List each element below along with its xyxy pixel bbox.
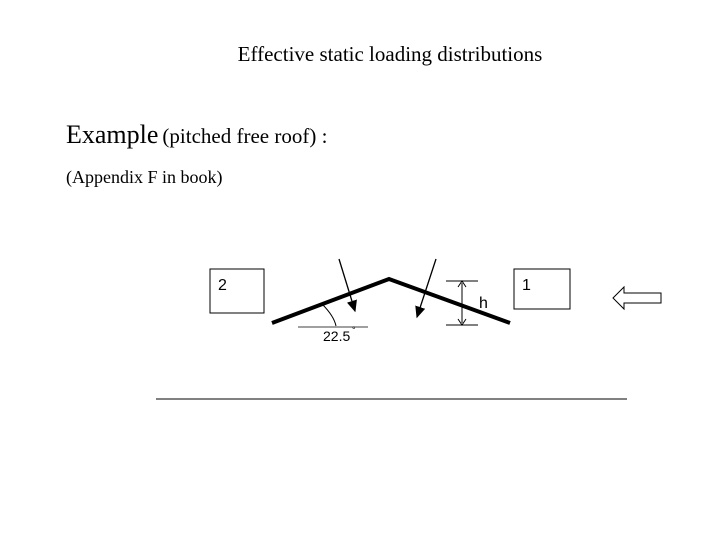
pitched-roof (272, 279, 510, 323)
angle-unit: ° (352, 325, 356, 335)
zone-label-1: 1 (522, 277, 531, 294)
angle-arc (322, 304, 336, 326)
zone-label-2: 2 (218, 277, 227, 294)
slide-title: Effective static loading distributions (237, 42, 543, 66)
height-label: h (479, 295, 488, 312)
example-heading-rest: (pitched free roof) : (162, 124, 328, 148)
load-arrow-left (339, 259, 355, 311)
angle-label: 22.5 (323, 328, 351, 344)
appendix-note: (Appendix F in book) (66, 167, 223, 187)
load-arrow-right (417, 259, 436, 317)
wind-direction-arrow-icon (613, 287, 661, 309)
example-heading-word: Example (66, 120, 159, 149)
